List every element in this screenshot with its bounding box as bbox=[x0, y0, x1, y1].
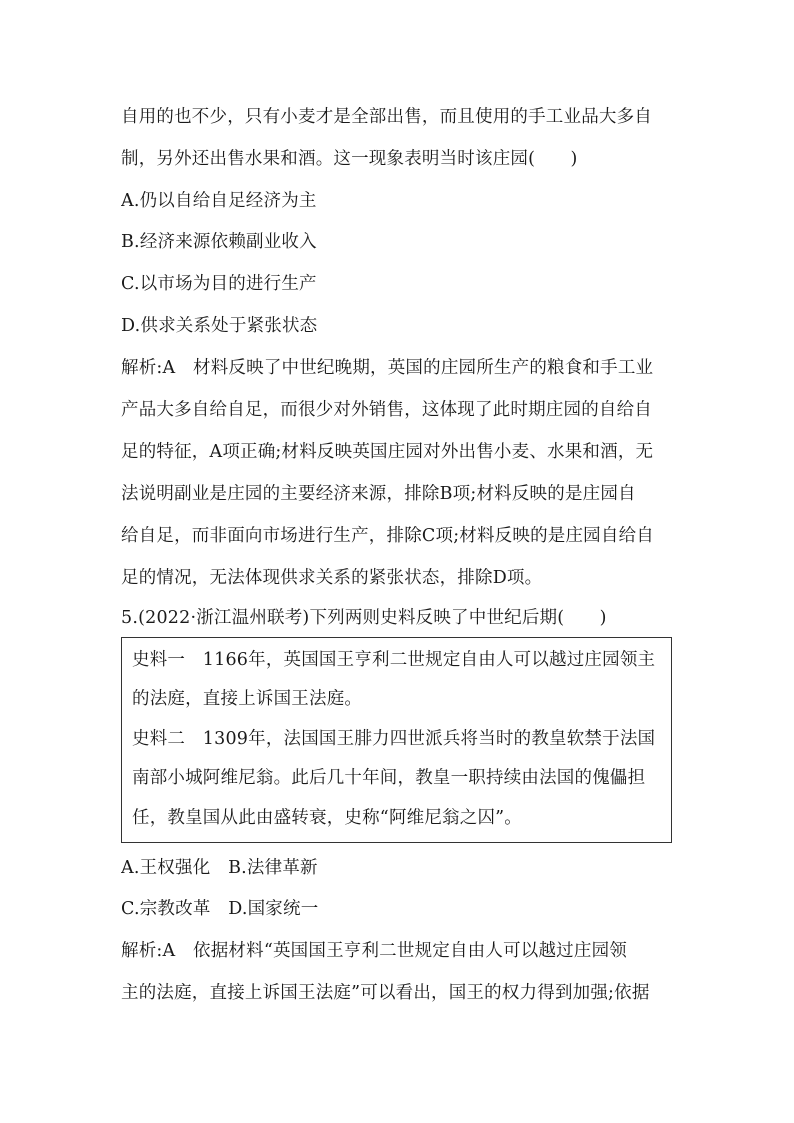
q4-analysis-line-5: 给自足，而非面向市场进行生产，排除C项;材料反映的是庄园自给自 bbox=[121, 526, 654, 546]
q4-analysis-line-3: 足的特征，A项正确;材料反映英国庄园对外出售小麦、水果和酒，无 bbox=[121, 442, 654, 462]
q5-material-line-4: 南部小城阿维尼翁。此后几十年间，教皇一职持续由法国的傀儡担 bbox=[132, 768, 646, 788]
q4-option-b: B.经济来源依赖副业收入 bbox=[121, 232, 317, 252]
q5-analysis-line-2: 主的法庭，直接上诉国王法庭”可以看出，国王的权力得到加强;依据 bbox=[121, 983, 650, 1003]
q4-analysis-line-2: 产品大多自给自足，而很少对外销售，这体现了此时期庄园的自给自 bbox=[121, 400, 652, 420]
q5-material-line-5: 任，教皇国从此由盛转衰，史称“阿维尼翁之囚”。 bbox=[132, 808, 522, 828]
q5-material-box bbox=[121, 637, 672, 843]
q5-options-line-1: A.王权强化 B.法律革新 bbox=[121, 858, 318, 878]
q4-option-a: A.仍以自给自足经济为主 bbox=[121, 191, 317, 211]
q4-analysis-line-1: 解析:A 材料反映了中世纪晚期，英国的庄园所生产的粮食和手工业 bbox=[121, 358, 654, 378]
q5-material-line-1: 史料一 1166年，英国国王亨利二世规定自由人可以越过庄园领主 bbox=[132, 650, 656, 670]
q5-analysis-line-1: 解析:A 依据材料“英国国王亨利二世规定自由人可以越过庄园领 bbox=[121, 941, 627, 961]
q4-stem-line-2: 制，另外还出售水果和酒。这一现象表明当时该庄园( ) bbox=[121, 149, 578, 169]
q5-material-line-2: 的法庭，直接上诉国王法庭。 bbox=[132, 689, 363, 709]
q5-options-line-2: C.宗教改革 D.国家统一 bbox=[121, 899, 319, 919]
q4-option-c: C.以市场为目的进行生产 bbox=[121, 274, 317, 294]
q4-analysis-line-4: 法说明副业是庄园的主要经济来源，排除B项;材料反映的是庄园自 bbox=[121, 484, 636, 504]
q4-option-d: D.供求关系处于紧张状态 bbox=[121, 316, 318, 336]
q5-stem: 5.(2022·浙江温州联考)下列两则史料反映了中世纪后期( ) bbox=[121, 608, 607, 628]
q4-stem-line-1: 自用的也不少，只有小麦才是全部出售，而且使用的手工业品大多自 bbox=[121, 107, 652, 127]
q5-material-line-3: 史料二 1309年，法国国王腓力四世派兵将当时的教皇软禁于法国 bbox=[132, 729, 656, 749]
q4-analysis-line-6: 足的情况，无法体现供求关系的紧张状态，排除D项。 bbox=[121, 568, 543, 588]
